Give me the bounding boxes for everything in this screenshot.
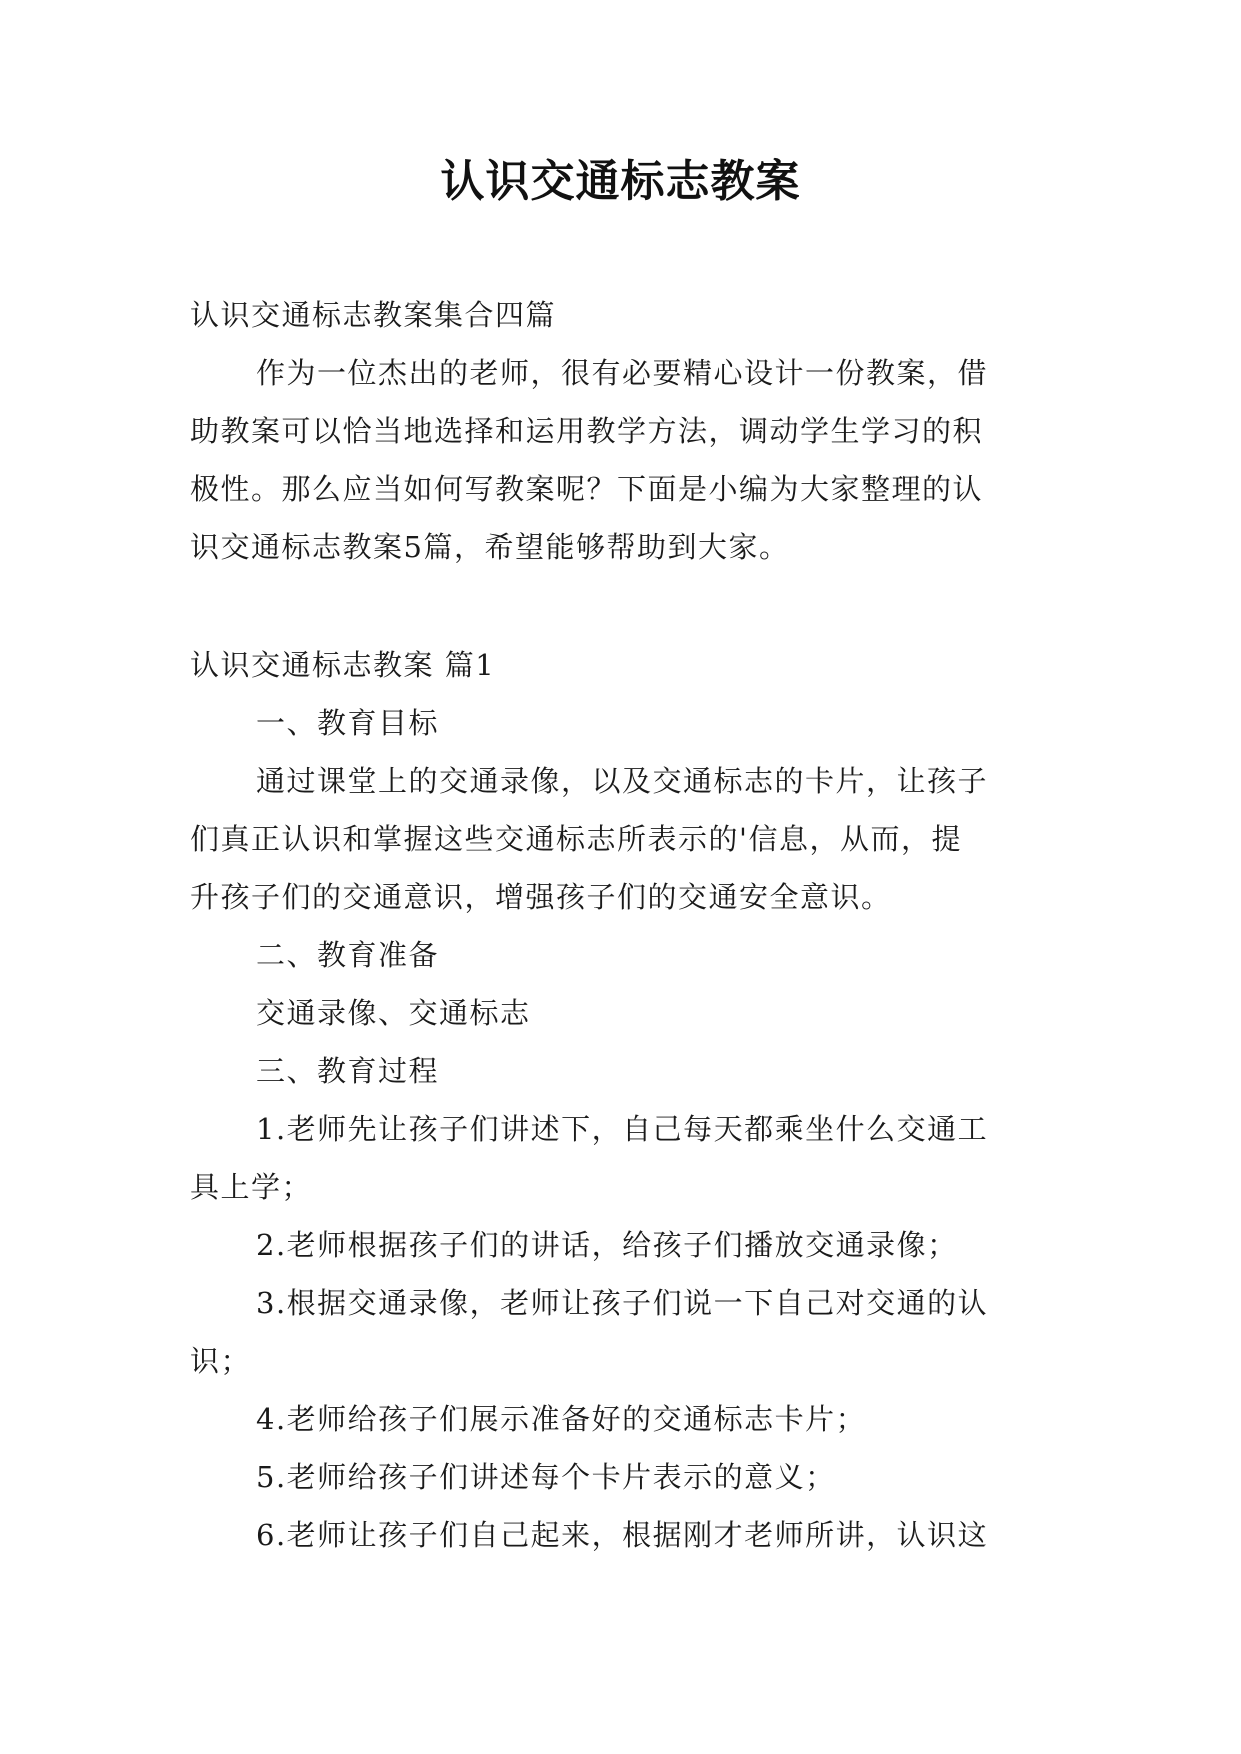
step-5: 5.老师给孩子们讲述每个卡片表示的意义； [256, 1460, 836, 1494]
intro-paragraph-line: 作为一位杰出的老师，很有必要精心设计一份教案，借 [256, 356, 989, 390]
section-heading: 认识交通标志教案 篇1 [190, 648, 496, 682]
goal-paragraph-line: 通过课堂上的交通录像，以及交通标志的卡片，让孩子 [256, 764, 989, 798]
prep-heading: 二、教育准备 [256, 938, 440, 972]
step-3-line: 3.根据交通录像，老师让孩子们说一下自己对交通的认 [256, 1286, 989, 1320]
process-heading: 三、教育过程 [256, 1054, 440, 1088]
intro-block [190, 286, 1052, 576]
intro-paragraph-line: 助教案可以恰当地选择和运用教学方法，调动学生学习的积 [190, 414, 984, 448]
step-1-line: 1.老师先让孩子们讲述下，自己每天都乘坐什么交通工 [256, 1112, 989, 1146]
intro-heading: 认识交通标志教案集合四篇 [190, 298, 557, 332]
goal-paragraph-line: 升孩子们的交通意识，增强孩子们的交通安全意识。 [190, 880, 892, 914]
step-4: 4.老师给孩子们展示准备好的交通标志卡片； [256, 1402, 867, 1436]
step-2: 2.老师根据孩子们的讲话，给孩子们播放交通录像； [256, 1228, 958, 1262]
section-1-block [190, 636, 1052, 1564]
prep-text: 交通录像、交通标志 [256, 996, 531, 1030]
step-3-line: 识； [190, 1344, 252, 1378]
step-1-line: 具上学； [190, 1170, 313, 1204]
document-title: 认识交通标志教案 [440, 156, 801, 207]
intro-paragraph-line: 识交通标志教案5篇，希望能够帮助到大家。 [190, 530, 790, 564]
step-6: 6.老师让孩子们自己起来，根据刚才老师所讲，认识这 [256, 1518, 989, 1552]
goal-paragraph-line: 们真正认识和掌握这些交通标志所表示的'信息，从而，提 [190, 822, 962, 856]
goal-heading: 一、教育目标 [256, 706, 440, 740]
intro-paragraph-line: 极性。那么应当如何写教案呢？下面是小编为大家整理的认 [190, 472, 984, 506]
